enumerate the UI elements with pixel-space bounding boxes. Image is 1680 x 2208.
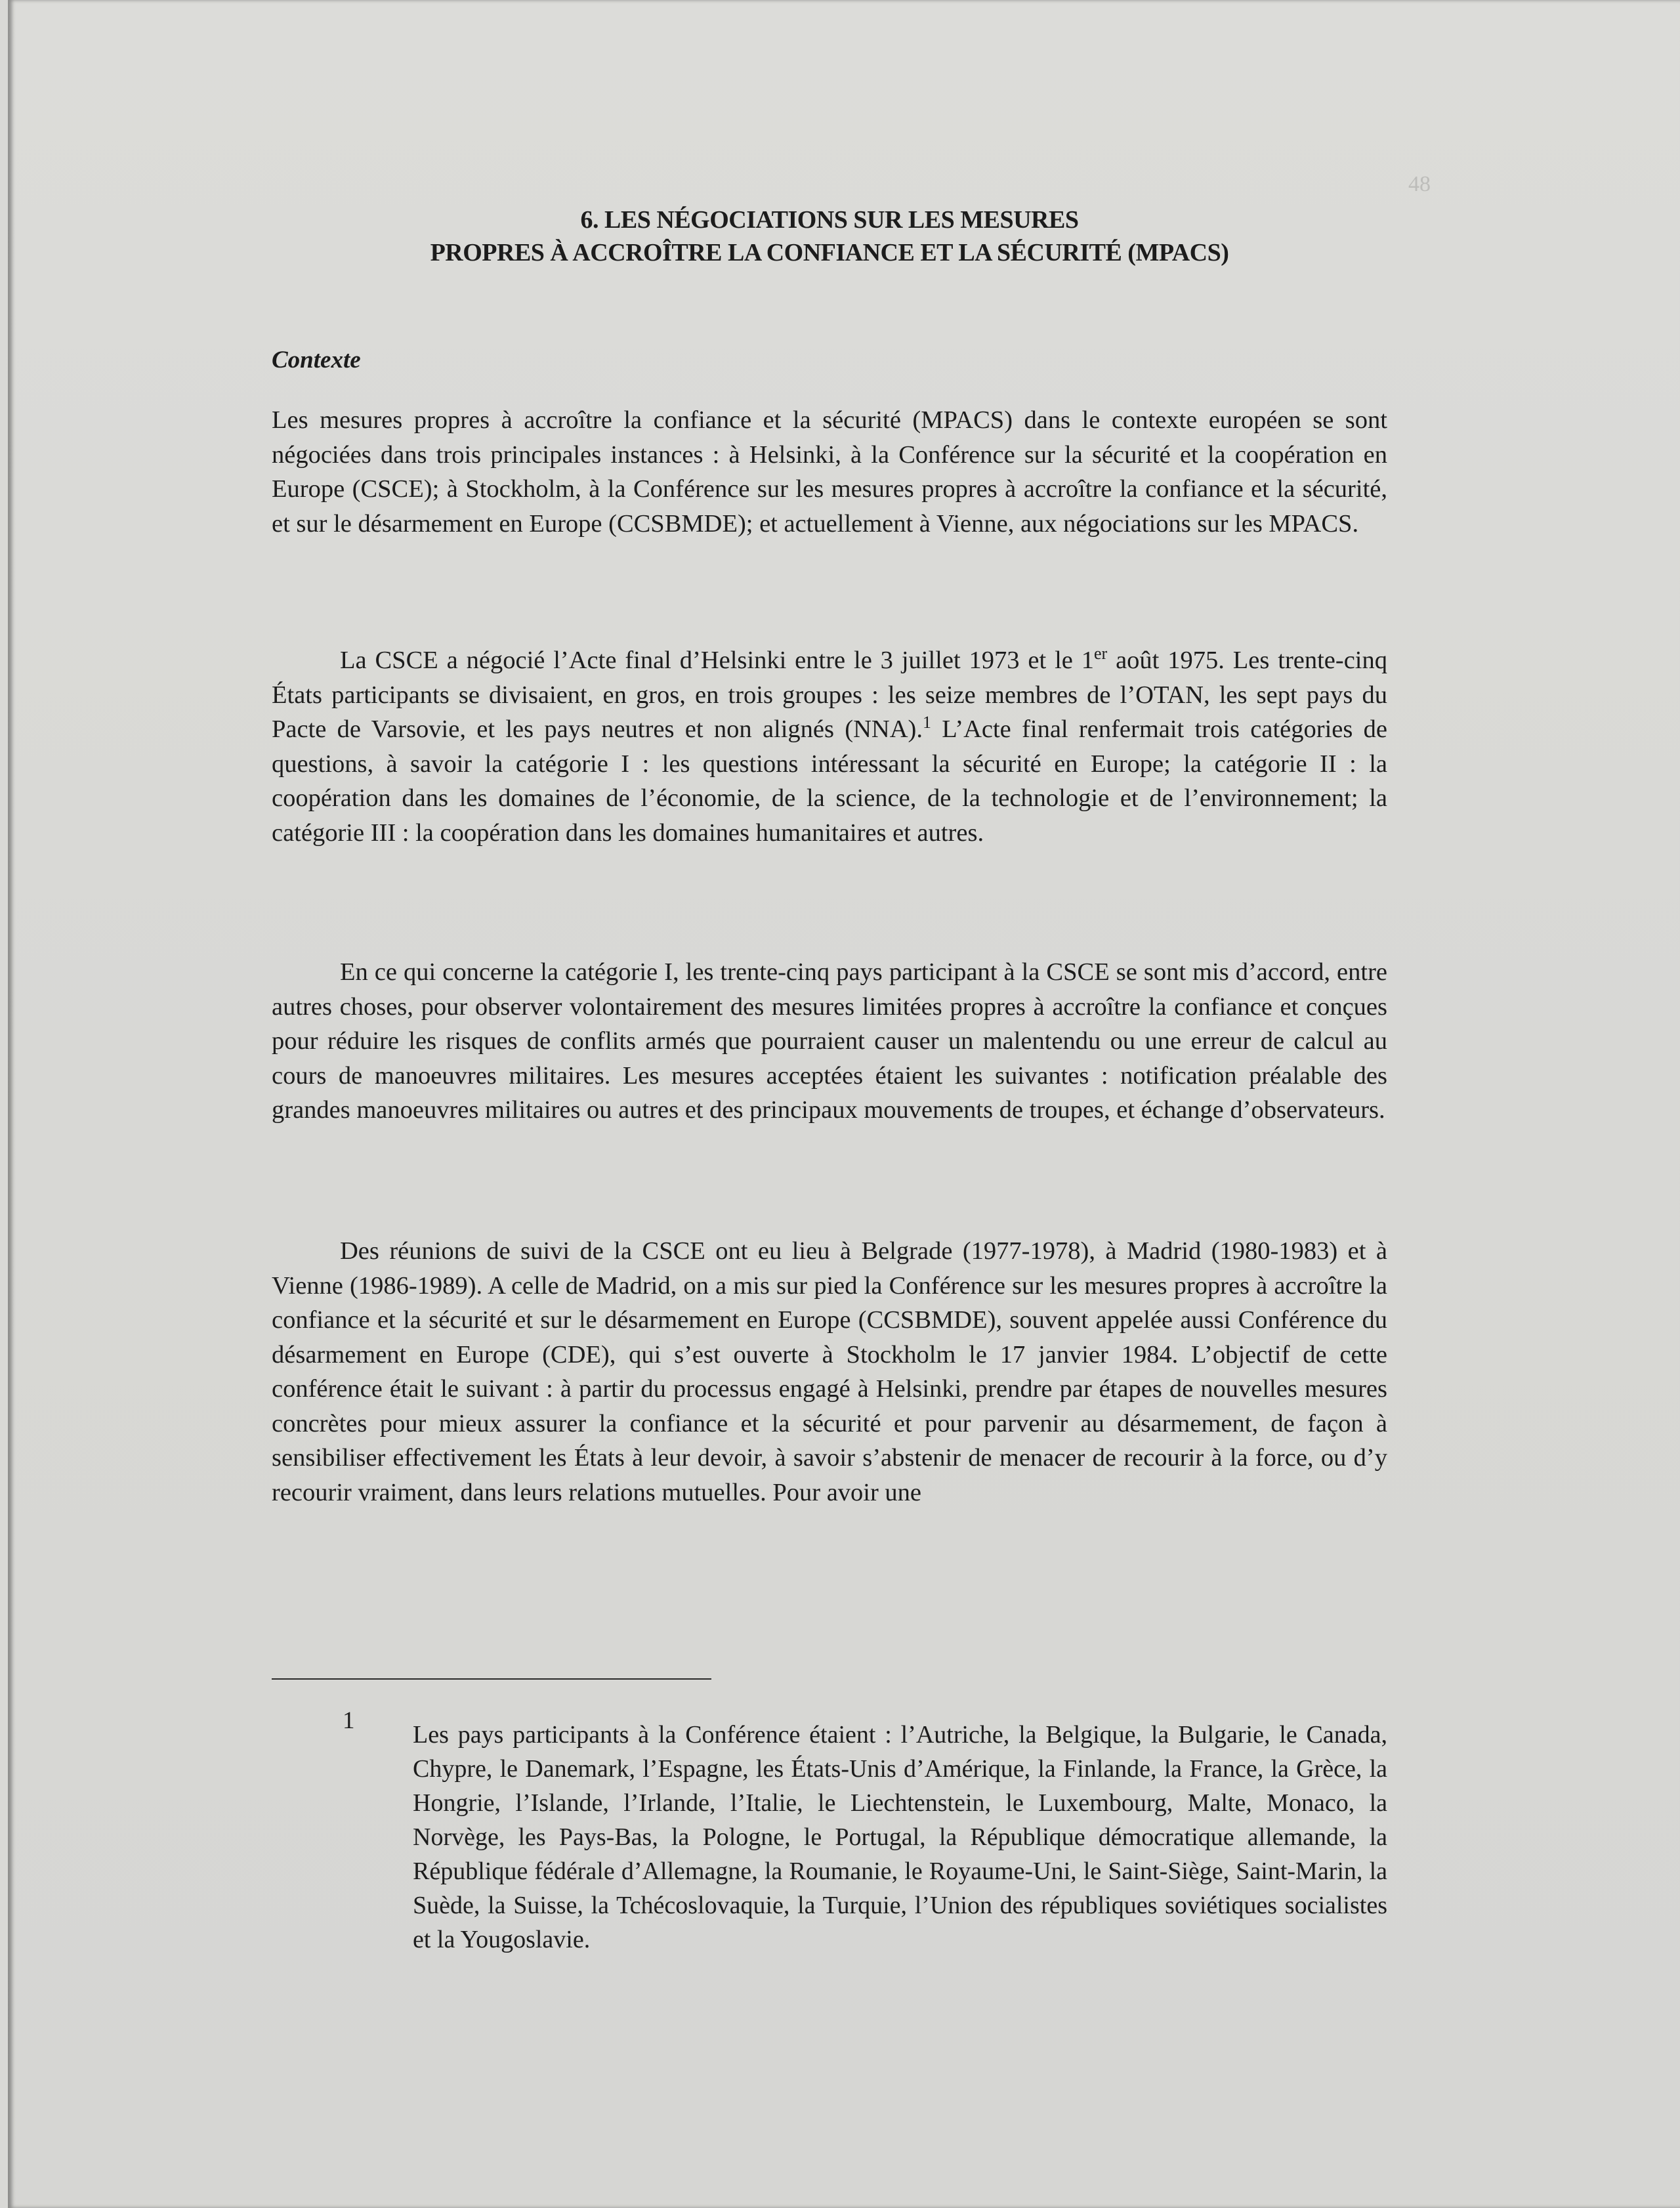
chapter-heading [272, 203, 1387, 269]
paragraph-2 [272, 643, 1387, 850]
paragraph-2-part-a: La CSCE a négocié l’Acte final d’Helsinki entre le 3 juillet 1973 et le 1 [340, 647, 1094, 674]
paragraph-3: En ce qui concerne la catégorie I, les trente-cinq pays participant à la CSCE se sont mis d’accord, entre autres choses, pour observer volontairement des mesures limitées propres à accroître la confiance et conçues pour réduire les risques de conflits armés que pourraient causer un malentendu ou une erreur de calcul au cours de manoeuvres militaires. Les mesures acceptées étaient les suivantes : notification préalable des grandes manoeuvres militaires ou autres et des principaux mouvements de troupes, et échange d’observateurs. [272, 958, 1387, 1124]
ordinal-superscript: er [1094, 644, 1108, 664]
paragraph-1: Les mesures propres à accroître la confiance et la sécurité (MPACS) dans le contexte européen se sont négociées dans trois principales instances : à Helsinki, à la Conférence sur la sécurité et la coopération en Europe (CSCE); à Stockholm, à la Conférence sur les mesures propres à accroître la confiance et la sécurité, et sur le désarmement en Europe (CCSBMDE); et actuellement à Vienne, aux négociations sur les MPACS. [272, 406, 1387, 538]
page-number: 48 [1408, 172, 1431, 196]
section-label: Contexte [272, 347, 361, 373]
document-page [8, 0, 1680, 2208]
footnote-divider [272, 1678, 711, 1680]
footnote-reference[interactable]: 1 [922, 713, 931, 732]
chapter-heading-line-1: 6. LES NÉGOCIATIONS SUR LES MESURES [580, 206, 1079, 234]
footnote-text: Les pays participants à la Conférence étaient : l’Autriche, la Belgique, la Bulgarie, le Canada, Chypre, le Danemark, l’Espagne, les États-Unis d’Amérique, la Finlande, la France, la Grèce, la Hongrie, l’Islande, l’Irlande, l’Italie, le Liechtenstein, le Luxembourg, Malte, Monaco, la Norvège, les Pays-Bas, la Pologne, le Portugal, la République démocratique allemande, la République fédérale d’Allemagne, la Roumanie, le Royaume-Uni, le Saint-Siège, Saint-Marin, la Suède, la Suisse, la Tchécoslovaquie, la Turquie, l’Union des républiques soviétiques socialistes et la Yougoslavie. [413, 1721, 1387, 1953]
paragraph-2-part-c: L’Acte final renfermait trois catégories de questions, à savoir la catégorie I : les questions intéressant la sécurité en Europe; la catégorie II : la coopération dans les domaines de l’économie, de la science, de la technologie et de l’environnement; la catégorie III : la coopération dans les domaines humanitaires et autres. [272, 715, 1388, 847]
chapter-heading-line-2: PROPRES À ACCROÎTRE LA CONFIANCE ET LA SÉCURITÉ (MPACS) [430, 239, 1229, 266]
paragraph-4: Des réunions de suivi de la CSCE ont eu lieu à Belgrade (1977-1978), à Madrid (1980-1983) et à Vienne (1986-1989). A celle de Madrid, on a mis sur pied la Conférence sur les mesures propres à accroître la confiance et la sécurité et sur le désarmement en Europe (CCSBMDE), souvent appelée aussi Conférence du désarmement en Europe (CDE), qui s’est ouverte à Stockholm le 17 janvier 1984. L’objectif de cette conférence était le suivant : à partir du processus engagé à Helsinki, prendre par étapes de nouvelles mesures concrètes pour mieux assurer la confiance et la sécurité et pour parvenir au désarmement, de façon à sensibiliser effectivement les États à leur devoir, à savoir s’abstenir de menacer de recourir à la force, ou d’y recourir vraiment, dans leurs relations mutuelles. Pour avoir une [272, 1237, 1387, 1506]
paragraph-2-part-b: août 1975. Les trente-cinq États participants se divisaient, en gros, en trois groupes : les seize membres de l’OTAN, les sept pays du Pacte de Varsovie, et les pays neutres et non alignés (NNA). [272, 647, 1387, 743]
footnote-marker: 1 [343, 1707, 355, 1734]
